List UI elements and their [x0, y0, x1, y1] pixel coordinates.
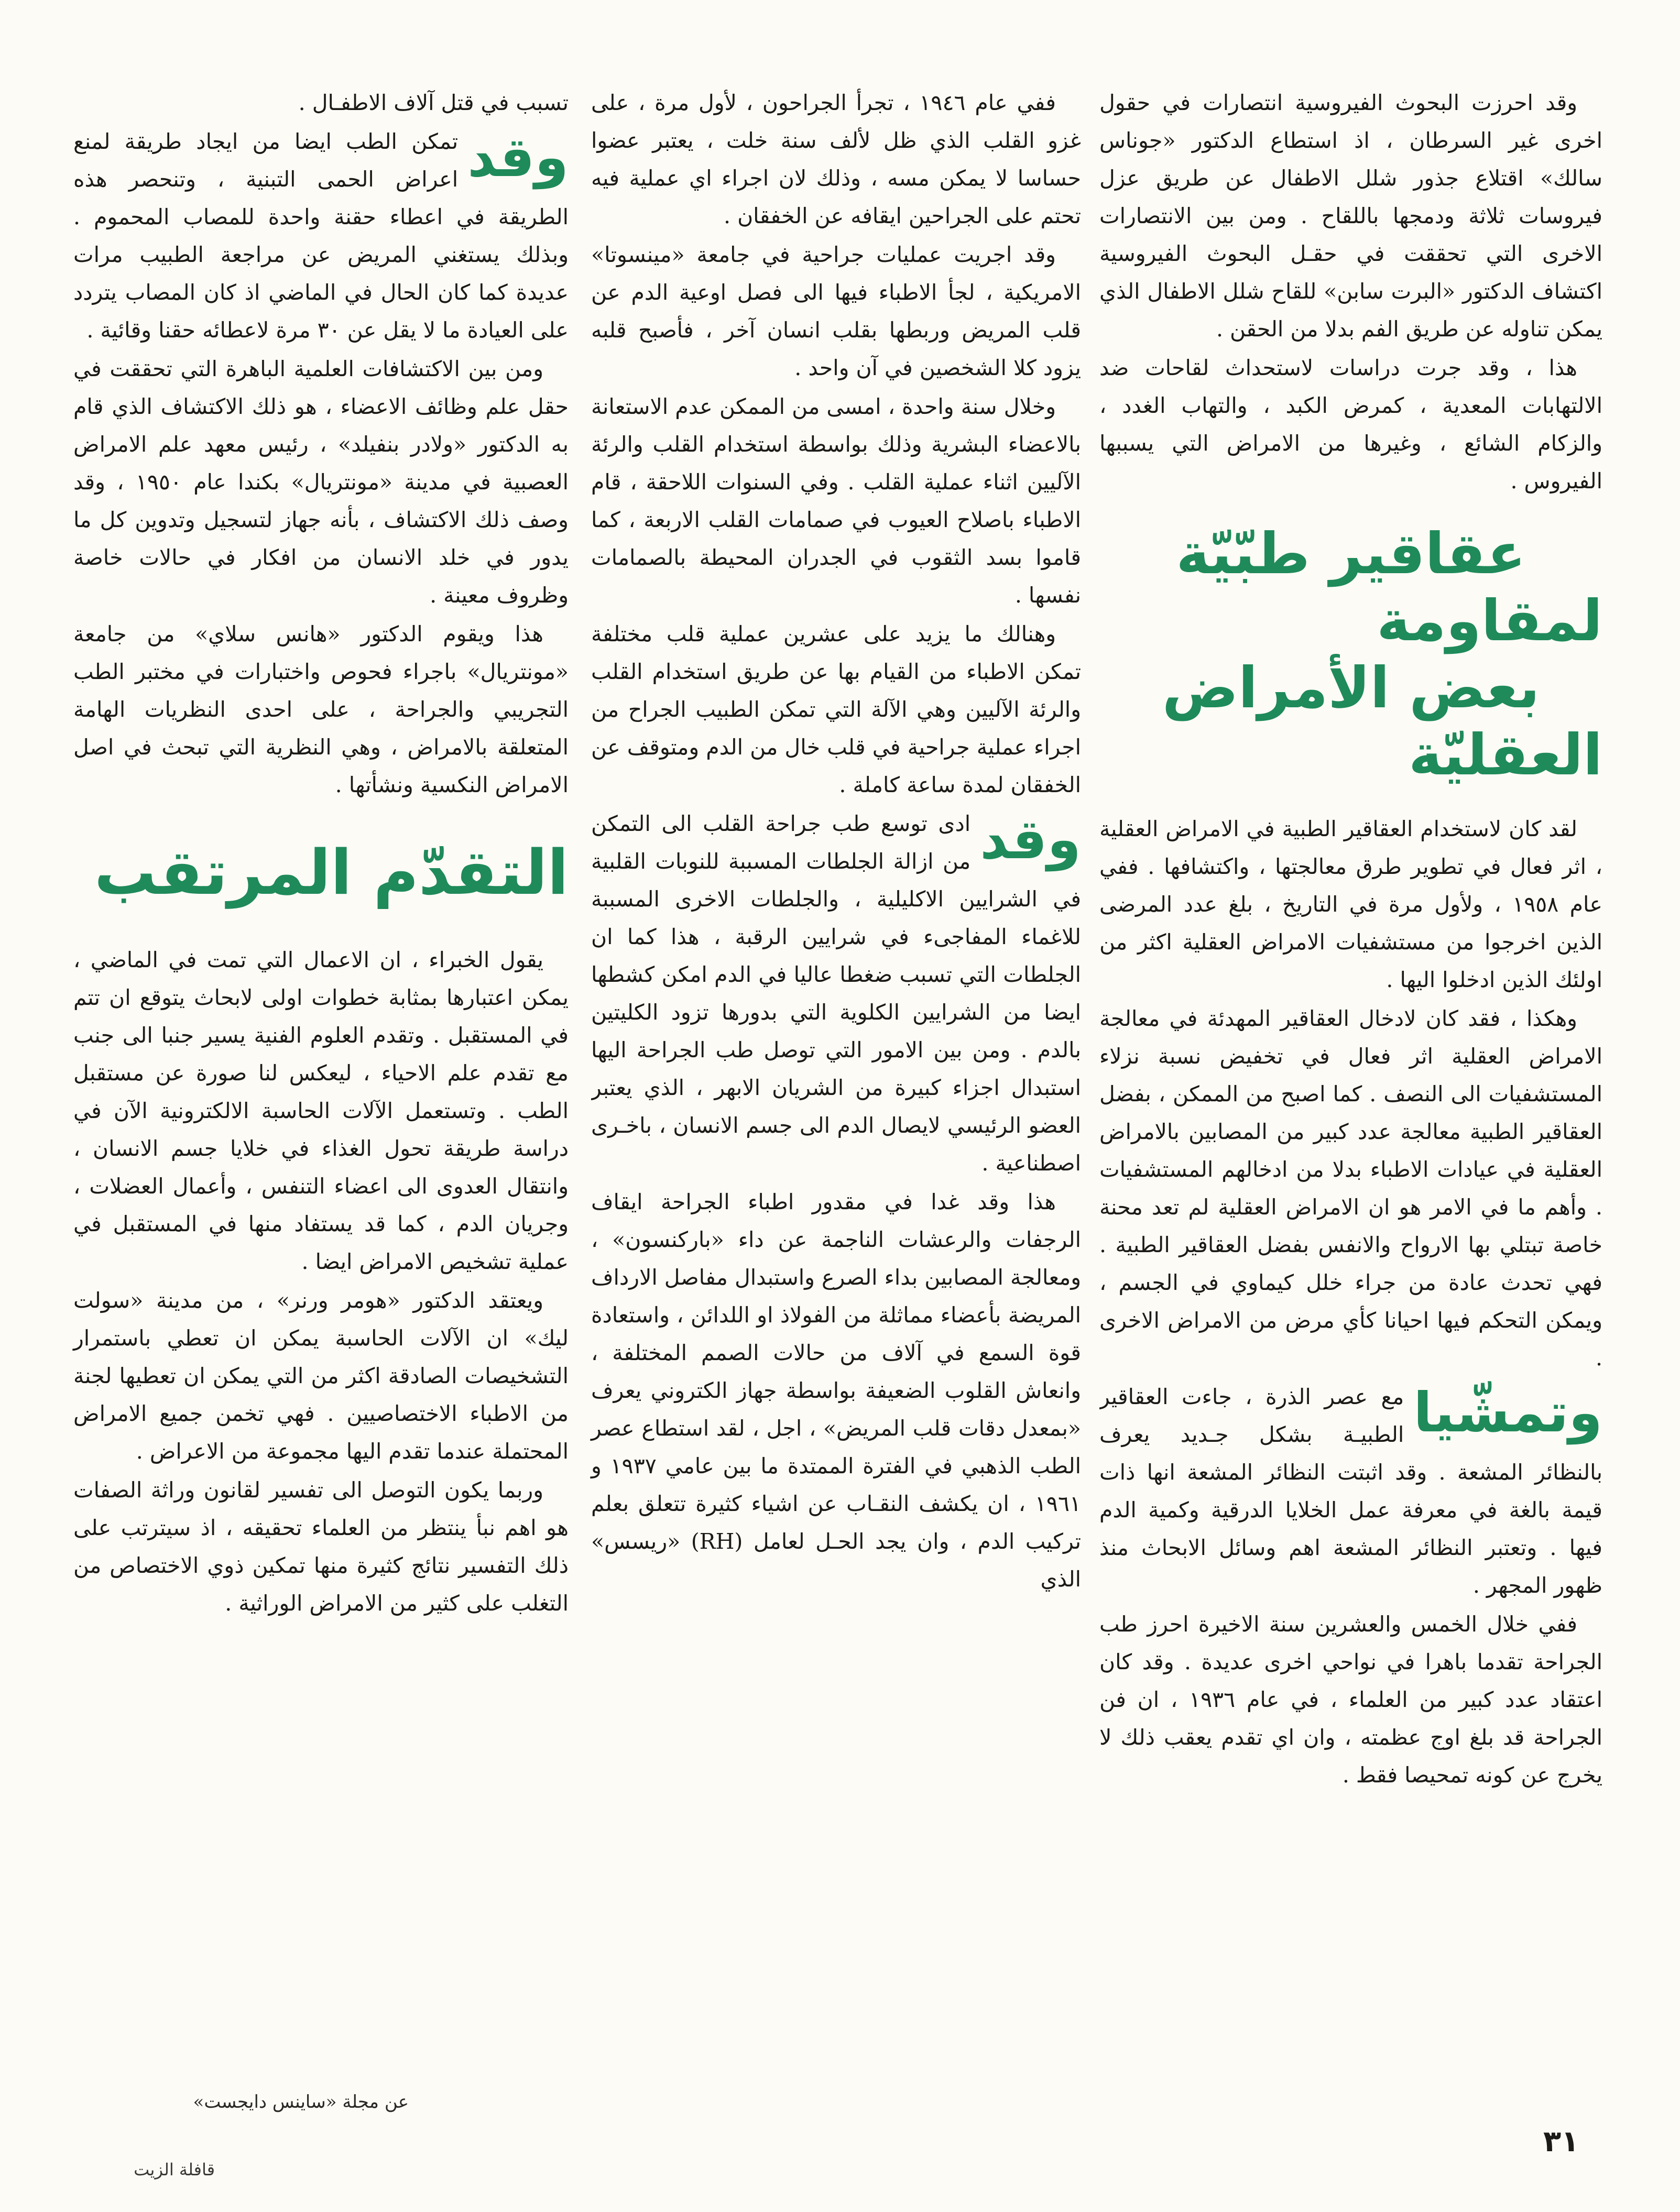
- section-headline-future-progress: التقدّم المرتقب: [94, 836, 569, 908]
- section-headline-mental-illness-drugs: [1099, 521, 1602, 789]
- article-column-middle: [591, 84, 1081, 2117]
- paragraph-text: تمكن الطب ايضا من ايجاد طريقة لمنع اعراض الحمى التبنية ، وتنحصر هذه الطريقة في اعطاء حقنة واحدة للمصاب المحموم . وبذلك يستغني المريض عن مراجعة الطبيب مرات عديدة كما كان الحال في الماضي اذ كان المصاب يتردد على العيادة ما لا يقل عن ٣٠ مرة لاعطائه حقنا وقائية .: [73, 129, 569, 343]
- paragraph-text: ادى توسع طب جراحة القلب الى التمكن من ازالة الجلطات المسببة للنوبات القلبية في الشرايين الاكليلية ، والجلطات الاخرى المسببة للاغماء المفاجىء في شرايين الرقبة ، هذا كما ان الجلطات التي تسبب ضغطا عاليا في الدم امكن كشطها ايضا من الشرايين الكلوية التي بدورها تزود الكليتين بالدم . ومن بين الامور التي توصل طب الجراحة اليها استبدال اجزاء كبيرة من الشريان الابهر ، الذي يعتبر العضو الرئيسي لايصال الدم الى جسم الانسان ، باخـرى اصطناعية .: [591, 811, 1081, 1176]
- paragraph: هذا ، وقد جرت دراسات لاستحداث لقاحات ضد الالتهابات المعدية ، كمرض الكبد ، والتهاب الغدد ، والزكام الشائع ، وغيرها من الامراض التي يسببها الفيروس .: [1099, 355, 1602, 494]
- source-credit: عن مجلة «ساينس دايجست»: [193, 2091, 409, 2112]
- paragraph: وقد احرزت البحوث الفيروسية انتصارات في حقول اخرى غير السرطان ، اذ استطاع الدكتور «جوناس سالك» اقتلاع جذور شلل الاطفال عن طريق عزل فيروسات ثلاثة ودمجها باللقاح . ومن بين الانتصارات الاخرى التي تحققت في حقـل البحوث الفيروسية اكتشاف الدكتور «البرت سابن» للقاح شلل الاطفال الذي يمكن تناوله عن طريق الفم بدلا من الحقن .: [1099, 90, 1602, 342]
- paragraph-with-dropcap: [73, 123, 569, 349]
- page-number: ٣١: [1543, 2125, 1579, 2159]
- paragraph: وقد اجريت عمليات جراحية في جامعة «مينسوتا» الامريكية ، لجأ الاطباء فيها الى فصل اوعية الدم عن قلب المريض وربطها بقلب انسان آخر ، فأصبح قلبه يزود كلا الشخصين في آن واحد .: [591, 242, 1081, 380]
- paragraph: وربما يكون التوصل الى تفسير لقانون وراثة الصفات هو اهم نبأ ينتظر من العلماء تحقيقه ، اذ سيترتب على ذلك التفسير نتائج كثيرة منها تمكين ذوي الاختصاص من التغلب على كثير من الامراض الوراثية .: [73, 1477, 569, 1616]
- paragraph: لقد كان لاستخدام العقاقير الطبية في الامراض العقلية ، اثر فعال في تطوير طرق معالجتها ، واكتشافها . ففي عام ١٩٥٨ ، ولأول مرة في التاريخ ، بلغ عدد المرضى الذين اخرجوا من مستشفيات الامراض العقلية اكثر من اولئك الذين ادخلوا اليها .: [1099, 816, 1602, 992]
- paragraph: وخلال سنة واحدة ، امسى من الممكن عدم الاستعانة بالاعضاء البشرية وذلك بواسطة استخدام القلب والرئة الآليين اثناء عملية القلب . وفي السنوات اللاحقة ، قام الاطباء باصلاح العيوب في صمامات القلب الاربعة ، كما قاموا بسد الثقوب في الجدران المحيطة بالصمامات نفسها .: [591, 394, 1081, 608]
- paragraph: هذا وقد غدا في مقدور اطباء الجراحة ايقاف الرجفات والرعشات الناجمة عن داء «باركنسون» ، ومعالجة المصابين بداء الصرع واستبدال مفاصل الارداف المريضة بأعضاء مماثلة من الفولاذ او اللدائن ، واستعادة قوة السمع في آلاف من حالات الصمم المختلفة ، وانعاش القلوب الضعيفة بواسطة جهاز الكتروني يعرف «بمعدل دقات قلب المريض» ، اجل ، لقد استطاع عصر الطب الذهبي في الفترة الممتدة ما بين عامي ١٩٣٧ و ١٩٦١ ، ان يكشف النقـاب عن اشياء كثيرة تتعلق بعلم تركيب الدم ، وان يجد الحـل لعامل (RH) «ريسس» الذي: [591, 1189, 1081, 1592]
- paragraph-text: مع عصر الذرة ، جاءت العقاقير الطبيـة بشكل جـديد يعرف بالنظائر المشعة . وقد اثبتت النظائر المشعة انها ذات قيمة بالغة في معرفة عمل الخلايا الدرقية وكمية الدم فيها . وتعتبر النظائر المشعة اهم وسائل الابحاث منذ ظهور المجهر .: [1099, 1384, 1602, 1598]
- magazine-name: قافلة الزيت: [134, 2160, 215, 2180]
- headline-line: بعض الأمراض العقليّة: [1162, 655, 1602, 788]
- paragraph-continuation: تسبب في قتل آلاف الاطفـال .: [298, 90, 569, 115]
- headline-line: عقاقير طبّيّة لمقاومة: [1176, 521, 1602, 654]
- dropcap-word: وتمشّيا: [1413, 1381, 1602, 1444]
- paragraph: هذا ويقوم الدكتور «هانس سلاي» من جامعة «مونتريال» باجراء فحوص واختبارات في مختبر الطب التجريبي والجراحة ، على احدى النظريات الهامة المتعلقة بالامراض ، وهي النظرية التي تبحث في اصل الامراض النكسية ونشأتها .: [73, 621, 569, 797]
- paragraph-with-dropcap: [591, 805, 1081, 1182]
- dropcap-word: وقد: [467, 125, 569, 189]
- article-column-left: [73, 84, 569, 2117]
- paragraph: ومن بين الاكتشافات العلمية الباهرة التي تحققت في حقل علم وظائف الاعضاء ، هو ذلك الاكتشاف الذي قام به الدكتور «ولادر بنفيلد» ، رئيس معهد علم الامراض العصبية في مدينة «مونتريال» بكندا عام ١٩٥٠ ، وقد وصف ذلك الاكتشاف ، بأنه جهاز لتسجيل وتدوين كل ما يدور في خلد الانسان من افكار في حالات خاصة وظروف معينة .: [73, 356, 569, 608]
- paragraph: يقول الخبراء ، ان الاعمال التي تمت في الماضي ، يمكن اعتبارها بمثابة خطوات اولى لابحاث يتوقع ان تتم في المستقبل . وتقدم العلوم الفنية يسير جنبا الى جنب مع تقدم علم الاحياء ، ليعكس لنا صورة عن مستقبل الطب . وتستعمل الآلات الحاسبة الالكترونية الآن في دراسة طريقة تحول الغذاء في خلايا جسم الانسان ، وانتقال العدوى الى اعضاء التنفس ، وأعمال العضلات ، وجريان الدم ، كما قد يستفاد منها في المستقبل في عملية تشخيص الامراض ايضا .: [73, 947, 569, 1274]
- paragraph: ففي خلال الخمس والعشرين سنة الاخيرة احرز طب الجراحة تقدما باهرا في نواحي اخرى عديدة . وقد كان اعتقاد عدد كبير من العلماء ، في عام ١٩٣٦ ، ان فن الجراحة قد بلغ اوج عظمته ، وان اي تقدم يعقب ذلك لا يخرج عن كونه تمحيصا فقط .: [1099, 1612, 1602, 1788]
- paragraph: ويعتقد الدكتور «هومر ورنر» ، من مدينة «سولت ليك» ان الآلات الحاسبة يمكن ان تعطي باستمرار التشخيصات الصادقة اكثر من التي يمكن ان تعطيها لجنة من الاطباء الاختصاصيين . فهي تخمن جميع الامراض المحتملة عندما تقدم اليها مجموعة من الاعراض .: [73, 1288, 569, 1464]
- paragraph: وهنالك ما يزيد على عشرين عملية قلب مختلفة تمكن الاطباء من القيام بها عن طريق استخدام القلب والرئة الآليين وهي الآلة التي تمكن الطبيب الجراح من اجراء عملية جراحية في قلب خال من الدم ومتوقف عن الخفقان لمدة ساعة كاملة .: [591, 621, 1081, 797]
- dropcap-word: وقد: [980, 807, 1081, 871]
- paragraph: ففي عام ١٩٤٦ ، تجرأ الجراحون ، لأول مرة ، على غزو القلب الذي ظل لألف سنة خلت ، يعتبر عضوا حساسا لا يمكن مسه ، وذلك لان اجراء اي عملية فيه تحتم على الجراحين ايقافه عن الخفقان .: [591, 90, 1081, 228]
- paragraph: وهكذا ، فقد كان لادخال العقاقير المهدئة في معالجة الامراض العقلية اثر فعال في تخفيض نسبة نزلاء المستشفيات الى النصف . كما اصبح من الممكن ، بفضل العقاقير الطبية معالجة عدد كبير من المصابين بالامراض العقلية في عيادات الاطباء بدلا من ادخالهم المستشفيات . وأهم ما في الامر هو ان الامراض العقلية لم تعد محنة خاصة تبتلي بها الارواح والانفس بفضل العقاقير الطبية . فهي تحدث عادة من جراء خلل كيماوي في الجسم ، ويمكن التحكم فيها احيانا كأي مرض من الامراض الاخرى .: [1099, 1006, 1602, 1371]
- article-column-right: [1099, 84, 1602, 2117]
- paragraph-with-dropcap: [1099, 1378, 1602, 1604]
